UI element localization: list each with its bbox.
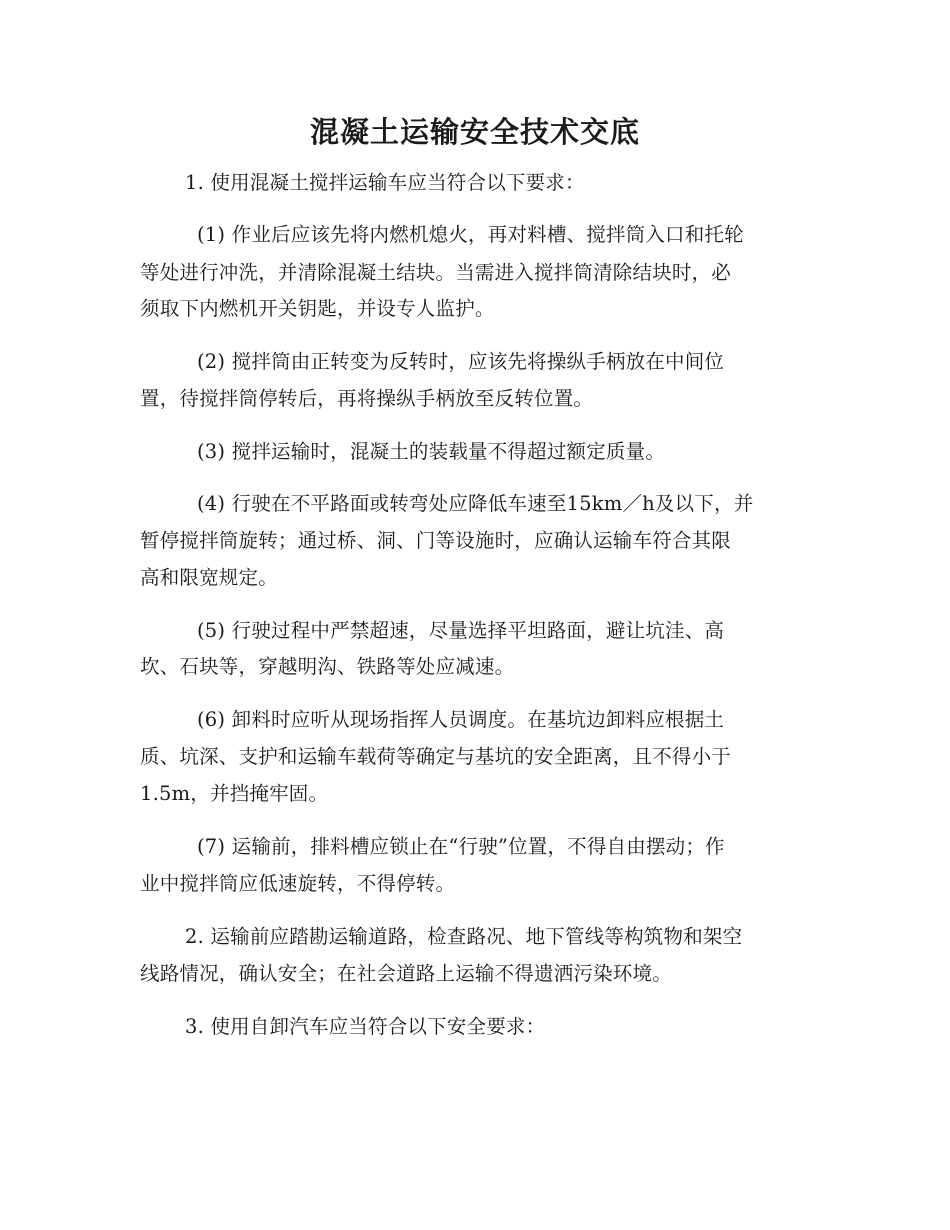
- item-6-line-3: 1.5m，并挡掩牢固。: [140, 782, 329, 805]
- item-2-line-1: (2) 搅拌筒由正转变为反转时，应该先将操纵手柄放在中间位: [197, 350, 725, 373]
- item-4-line-2: 暂停搅拌筒旋转；通过桥、洞、门等设施时，应确认运输车符合其限: [140, 529, 732, 552]
- item-1-line-2: 等处进行冲洗，并清除混凝土结块。当需进入搅拌筒清除结块时，必: [140, 261, 732, 284]
- item-7-line-1: (7) 运输前，排料槽应锁止在“行驶”位置，不得自由摆动；作: [197, 835, 725, 858]
- item-4-line-1: (4) 行驶在不平路面或转弯处应降低车速至15km／h及以下，并: [197, 492, 754, 515]
- section-3-heading: 3. 使用自卸汽车应当符合以下安全要求：: [185, 1015, 546, 1038]
- item-5-line-2: 坎、石块等，穿越明沟、铁路等处应减速。: [140, 655, 515, 678]
- item-5-line-1: (5) 行驶过程中严禁超速，尽量选择平坦路面，避让坑洼、高: [197, 619, 725, 642]
- item-6-line-2: 质、坑深、支护和运输车载荷等确定与基坑的安全距离，且不得小于: [140, 745, 732, 768]
- item-4-line-3: 高和限宽规定。: [140, 566, 278, 589]
- item-7-line-2: 业中搅拌筒应低速旋转，不得停转。: [140, 872, 456, 895]
- item-1-line-1: (1) 作业后应该先将内燃机熄火，再对料槽、搅拌筒入口和托轮: [197, 223, 744, 246]
- section-1-heading: 1. 使用混凝土搅拌运输车应当符合以下要求：: [185, 171, 585, 194]
- item-2-line-2: 置，待搅拌筒停转后，再将操纵手柄放至反转位置。: [140, 387, 594, 410]
- item-1-line-3: 须取下内燃机开关钥匙，并设专人监护。: [140, 297, 495, 320]
- item-3-line-1: (3) 搅拌运输时，混凝土的装载量不得超过额定质量。: [197, 440, 666, 463]
- document-title: 混凝土运输安全技术交底: [309, 115, 640, 149]
- section-2-line-1: 2. 运输前应踏勘运输道路，检查路况、地下管线等构筑物和架空: [185, 925, 743, 948]
- item-6-line-1: (6) 卸料时应听从现场指挥人员调度。在基坑边卸料应根据土: [197, 708, 725, 731]
- section-2-line-2: 线路情况，确认安全；在社会道路上运输不得遗洒污染环境。: [140, 962, 672, 985]
